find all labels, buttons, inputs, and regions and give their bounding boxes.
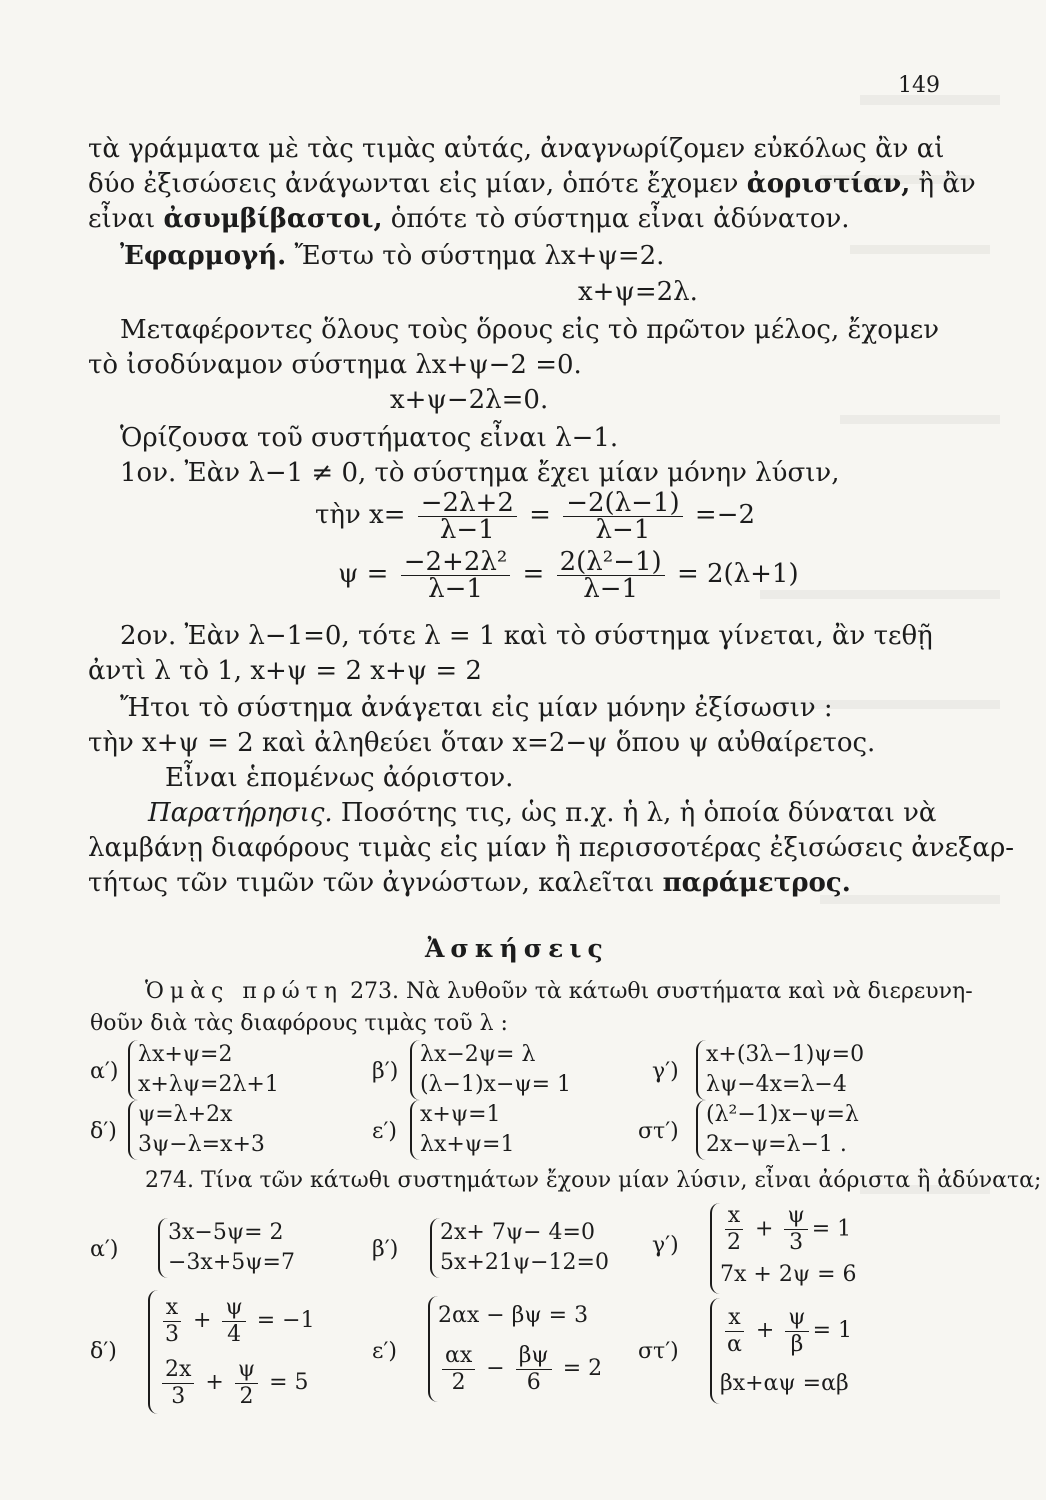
exercise-273-text: 273. Νὰ λυθοῦν τὰ κάτωθι συστήματα καὶ νὰ διερευνη- xyxy=(350,979,973,1004)
system-274-d xyxy=(148,1290,315,1414)
denominator: λ−1 xyxy=(583,573,639,604)
fraction xyxy=(401,546,511,604)
exercise-line: θοῦν διὰ τὰς διαφόρους τιμὰς τοῦ λ : xyxy=(90,1011,508,1036)
denominator: 2 xyxy=(727,1230,741,1255)
body-line: Ἤτοι τὸ σύστημα ἀνάγεται εἰς μίαν μόνην ἐξίσωσιν : xyxy=(120,693,833,723)
operator: + xyxy=(193,1308,212,1333)
body-line: Μεταφέροντες ὅλους τοὺς ὅρους εἰς τὸ πρῶτον μέλος, ἔχομεν xyxy=(120,315,940,345)
system-label: δ′) xyxy=(90,1119,117,1144)
equation: 5x+21ψ−12=0 xyxy=(440,1250,609,1275)
system-274-e xyxy=(428,1296,602,1402)
equation xyxy=(438,1336,602,1402)
numerator: βψ xyxy=(516,1343,552,1370)
numerator: ψ xyxy=(235,1357,258,1384)
numerator: ψ xyxy=(222,1295,245,1322)
system-274-c xyxy=(710,1203,857,1294)
system-label: στ′) xyxy=(638,1339,679,1364)
fraction xyxy=(442,1343,475,1396)
body-line xyxy=(88,867,851,899)
body-line: ἀντὶ λ τὸ 1, x+ψ = 2 x+ψ = 2 xyxy=(88,656,482,686)
system-label: β′) xyxy=(372,1059,399,1084)
equation xyxy=(158,1352,315,1414)
equation: λx−2ψ= λ xyxy=(420,1042,536,1067)
system-label: β′) xyxy=(372,1237,399,1262)
system-label: α′) xyxy=(90,1237,119,1262)
exercise-group: Ὁμὰς πρώτη xyxy=(145,979,344,1004)
numerator: x xyxy=(725,1203,743,1230)
equation: 2x−ψ=λ−1 . xyxy=(706,1132,847,1157)
fraction xyxy=(785,1305,808,1358)
body-line: Εἶναι ἑπομένως ἀόριστον. xyxy=(165,763,514,793)
equation xyxy=(720,1203,857,1256)
formula-x xyxy=(315,489,755,543)
text-run: ὁπότε τὸ σύστημα εἶναι ἀδύνατον. xyxy=(382,204,850,234)
denominator: 2 xyxy=(239,1383,254,1409)
fraction xyxy=(724,1305,745,1358)
system-273-d xyxy=(128,1100,265,1160)
operator: + xyxy=(205,1370,224,1395)
result: =−2 xyxy=(694,500,756,530)
system-label: γ′) xyxy=(652,1233,679,1258)
fraction xyxy=(162,1357,194,1410)
text-run: εἶναι xyxy=(88,204,164,234)
equation: 3ψ−λ=x+3 xyxy=(138,1132,265,1157)
equals-sign: = xyxy=(529,500,551,530)
equation: x+λψ=2λ+1 xyxy=(138,1072,279,1097)
page-number: 149 xyxy=(898,73,940,98)
denominator: 2 xyxy=(451,1369,466,1395)
equation: −3x+5ψ=7 xyxy=(168,1250,295,1275)
fraction xyxy=(563,487,682,545)
exercise-274-text: 274. Τίνα τῶν κάτωθι συστημάτων ἔχουν μίαν λύσιν, εἶναι ἀόριστα ἢ ἀδύνατα; xyxy=(145,1168,1042,1193)
application-line xyxy=(120,240,664,272)
formula-psi xyxy=(338,548,799,602)
denominator: 4 xyxy=(227,1321,242,1347)
fraction xyxy=(784,1203,807,1256)
system-label: δ′) xyxy=(90,1339,117,1364)
equation xyxy=(720,1298,852,1364)
remark-line xyxy=(148,797,936,829)
denominator: α xyxy=(727,1331,742,1357)
numerator: αx xyxy=(442,1343,475,1370)
system-273-e xyxy=(410,1100,514,1160)
bold-term: ἀοριστίαν, xyxy=(746,169,911,199)
text-run: τήτως τῶν τιμῶν τῶν ἀγνώστων, καλεῖται xyxy=(88,868,663,898)
numerator: ψ xyxy=(784,1203,807,1230)
numerator: −2(λ−1) xyxy=(563,490,682,517)
body-line xyxy=(88,168,976,200)
equation: (λ−1)x−ψ= 1 xyxy=(420,1072,572,1097)
text-run: ἢ ἂν xyxy=(910,169,976,199)
equation: λx+ψ=1 xyxy=(420,1132,515,1157)
denominator: 3 xyxy=(789,1230,804,1255)
numerator: x xyxy=(725,1305,743,1332)
equation: x+ψ=1 xyxy=(420,1102,501,1127)
equation: (λ²−1)x−ψ=λ xyxy=(706,1102,859,1127)
equation: λx+ψ=2 xyxy=(138,1042,233,1067)
fraction xyxy=(557,546,665,604)
numerator: −2+2λ² xyxy=(401,549,511,576)
denominator: 6 xyxy=(526,1369,541,1395)
equation: Ἔστω τὸ σύστημα λx+ψ=2. xyxy=(294,241,665,271)
system-273-f xyxy=(696,1100,859,1160)
numerator: −2λ+2 xyxy=(418,490,517,517)
formula-lhs: ψ = xyxy=(338,559,389,589)
system-273-c xyxy=(696,1040,864,1100)
rhs: = 5 xyxy=(269,1370,309,1395)
exercises-heading: Ἀσκήσεις xyxy=(425,934,609,963)
fraction xyxy=(724,1203,744,1256)
system-label: α′) xyxy=(90,1059,119,1084)
fraction xyxy=(222,1295,245,1348)
rhs: = 1 xyxy=(811,1216,852,1242)
body-line: λαμβάνῃ διαφόρους τιμὰς εἰς μίαν ἢ περισσοτέρας ἐξισώσεις ἀνεξαρ- xyxy=(88,833,1015,863)
system-273-a xyxy=(128,1040,279,1100)
fraction xyxy=(235,1357,258,1410)
equation: x+ψ−2λ=0. xyxy=(390,385,549,415)
operator: + xyxy=(755,1216,774,1242)
denominator: λ−1 xyxy=(439,514,495,545)
equals-sign: = xyxy=(522,559,545,589)
system-label: ε′) xyxy=(372,1119,397,1144)
equation: ψ=λ+2x xyxy=(138,1102,233,1127)
equation: 2x+ 7ψ− 4=0 xyxy=(440,1220,595,1245)
body-line xyxy=(88,203,850,235)
system-274-a xyxy=(158,1218,295,1278)
equation: x+ψ=2λ. xyxy=(578,277,698,307)
rhs: = −1 xyxy=(256,1308,315,1333)
system-label: στ′) xyxy=(638,1119,679,1144)
denominator: λ−1 xyxy=(428,573,483,604)
numerator: 2(λ²−1) xyxy=(557,549,665,576)
system-274-b xyxy=(430,1218,609,1278)
exercise-line xyxy=(145,978,973,1006)
remark-heading: Παρατήρησις. xyxy=(148,798,333,828)
equation: 7x + 2ψ = 6 xyxy=(720,1262,857,1287)
equation: λψ−4x=λ−4 xyxy=(706,1072,847,1097)
numerator: ψ xyxy=(785,1305,808,1332)
denominator: 3 xyxy=(165,1321,179,1347)
rhs: = 2 xyxy=(562,1356,603,1381)
body-line: 2ον. Ἐὰν λ−1=0, τότε λ = 1 καὶ τὸ σύστημα γίνεται, ἂν τεθῇ xyxy=(120,621,933,651)
operator: − xyxy=(486,1356,505,1381)
bold-term: παράμετρος. xyxy=(662,868,851,898)
numerator: x xyxy=(163,1295,181,1322)
denominator: λ−1 xyxy=(595,514,651,545)
equation xyxy=(158,1290,315,1352)
fraction xyxy=(418,487,517,545)
equation: βx+αψ =αβ xyxy=(720,1371,849,1396)
operator: + xyxy=(755,1318,775,1343)
rhs: = 1 xyxy=(812,1318,852,1343)
system-label: ε′) xyxy=(372,1339,397,1364)
system-label: γ′) xyxy=(652,1059,679,1084)
equation: x+(3λ−1)ψ=0 xyxy=(706,1042,865,1067)
application-heading: Ἐφαρμογή. xyxy=(120,241,287,271)
result: = 2(λ+1) xyxy=(676,559,799,589)
body-line: τὴν x+ψ = 2 καὶ ἀληθεύει ὅταν x=2−ψ ὅπου ψ αὐθαίρετος. xyxy=(88,728,876,758)
formula-lhs: τὴν x= xyxy=(315,500,406,530)
text-run: δύο ἐξισώσεις ἀνάγωνται εἰς μίαν, ὁπότε ἔχομεν xyxy=(88,169,747,199)
fraction xyxy=(516,1343,552,1396)
denominator: β xyxy=(790,1331,804,1357)
equation: 2αx − βψ = 3 xyxy=(438,1303,589,1328)
body-line: τὰ γράμματα μὲ τὰς τιμὰς αὐτάς, ἀναγνωρίζομεν εὐκόλως ἂν αἱ xyxy=(88,134,945,164)
bold-term: ἀσυμβίβαστοι, xyxy=(163,204,383,234)
denominator: 3 xyxy=(171,1383,186,1409)
text-run: Ποσότης τις, ὡς π.χ. ἡ λ, ἡ ὁποία δύναται νὰ xyxy=(332,798,937,828)
numerator: 2x xyxy=(162,1357,194,1384)
system-273-b xyxy=(410,1040,571,1100)
body-line: τὸ ἰσοδύναμον σύστημα λx+ψ−2 =0. xyxy=(88,350,582,380)
body-line: Ὁρίζουσα τοῦ συστήματος εἶναι λ−1. xyxy=(120,423,619,453)
system-274-f xyxy=(710,1298,852,1404)
body-line: 1ον. Ἐὰν λ−1 ≠ 0, τὸ σύστημα ἔχει μίαν μόνην λύσιν, xyxy=(120,458,840,488)
equation: 3x−5ψ= 2 xyxy=(168,1220,284,1245)
fraction xyxy=(162,1295,182,1348)
